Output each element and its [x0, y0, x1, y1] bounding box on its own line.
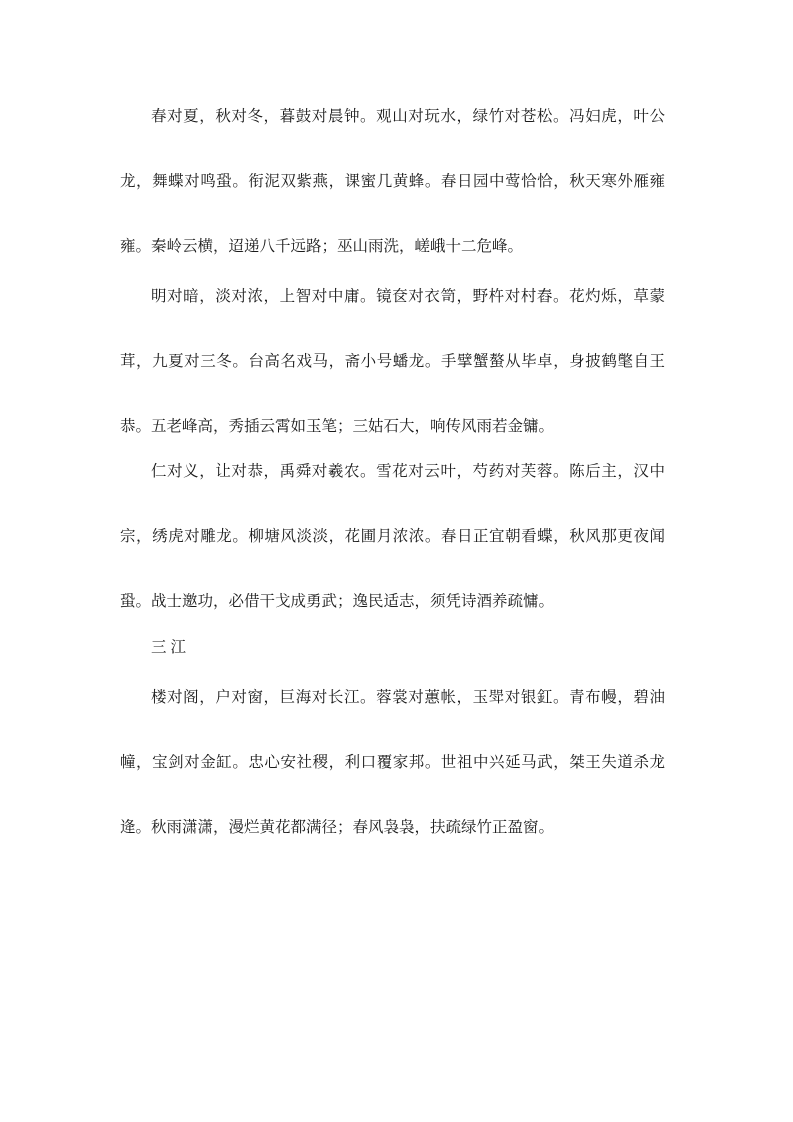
paragraph-line: 蛩。战士邀功，必借干戈成勇武；逸民适志，须凭诗酒养疏慵。 [120, 592, 555, 610]
paragraph-3 [120, 459, 665, 654]
paragraph-line: 楼对阁，户对窗，巨海对长江。蓉裳对蕙帐，玉斝对银釭。青布幔，碧油 [151, 688, 665, 706]
paragraph-line: 龙，舞蝶对鸣蛩。衔泥双紫燕，课蜜几黄蜂。春日园中莺恰恰，秋天寒外雁雍 [120, 172, 665, 190]
paragraph-2 [120, 284, 665, 479]
paragraph-line: 恭。五老峰高，秀插云霄如玉笔；三姑石大，响传风雨若金镛。 [120, 417, 555, 435]
paragraph-1 [120, 104, 665, 299]
paragraph-4 [120, 685, 665, 880]
paragraph-line: 逄。秋雨潇潇，漫烂黄花都满径；春风袅袅，扶疏绿竹正盈窗。 [120, 818, 555, 836]
paragraph-line: 宗，绣虎对雕龙。柳塘风淡淡，花圃月浓浓。春日正宜朝看蝶，秋风那更夜闻 [120, 527, 665, 545]
section-heading: 三江 [151, 638, 191, 656]
paragraph-line: 明对暗，淡对浓，上智对中庸。镜奁对衣笥，野杵对村舂。花灼烁，草蒙 [151, 287, 665, 305]
paragraph-line: 幢，宝剑对金缸。忠心安社稷，利口覆家邦。世祖中兴延马武，桀王失道杀龙 [120, 753, 665, 771]
paragraph-line: 雍。秦岭云横，迢递八千远路；巫山雨洗，嵯峨十二危峰。 [120, 237, 524, 255]
paragraph-line: 茸，九夏对三冬。台高名戏马，斋小号蟠龙。手擘蟹螯从毕卓，身披鹤氅自王 [120, 352, 665, 370]
paragraph-line: 春对夏，秋对冬，暮鼓对晨钟。观山对玩水，绿竹对苍松。冯妇虎，叶公 [151, 107, 665, 125]
paragraph-line: 仁对义，让对恭，禹舜对羲农。雪花对云叶，芍药对芙蓉。陈后主，汉中 [151, 462, 665, 480]
